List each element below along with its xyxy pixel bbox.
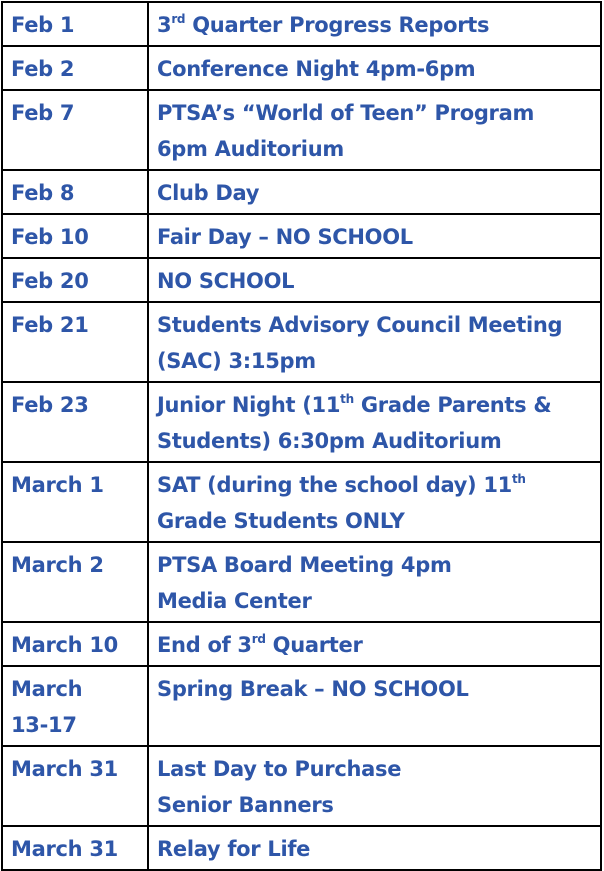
table-row [2, 826, 601, 870]
table-row [2, 542, 601, 622]
event-date: Feb 23 [11, 393, 89, 417]
ordinal-suffix: th [512, 472, 526, 486]
events-table-body [2, 2, 601, 870]
event-date-cell [2, 46, 148, 90]
event-description-line: Club Day [157, 181, 260, 205]
event-description-cell [148, 666, 601, 746]
event-description-cell [148, 826, 601, 870]
table-row [2, 666, 601, 746]
event-description-line [157, 387, 600, 423]
event-date-cell [2, 302, 148, 382]
event-date: March 31 [11, 837, 118, 861]
event-description-line: PTSA Board Meeting 4pm [157, 553, 452, 577]
table-row [2, 2, 601, 46]
event-date-cell [2, 214, 148, 258]
event-description-cell [148, 214, 601, 258]
event-text: Grade Parents & [353, 393, 552, 417]
event-description-cell [148, 542, 601, 622]
event-text: 3 [157, 13, 172, 37]
event-date-cell [2, 462, 148, 542]
event-description-cell [148, 46, 601, 90]
event-description-line: (SAC) 3:15pm [157, 349, 316, 373]
event-date-cell [2, 382, 148, 462]
event-date: March 1 [11, 473, 104, 497]
event-date: Feb 2 [11, 57, 75, 81]
table-row [2, 46, 601, 90]
event-description-line [157, 627, 600, 663]
event-text: Junior Night ( [157, 393, 312, 417]
event-description-cell [148, 746, 601, 826]
event-description-line: Conference Night 4pm-6pm [157, 57, 476, 81]
event-description-cell [148, 170, 601, 214]
event-date: March 31 [11, 757, 118, 781]
event-description-line: Last Day to Purchase [157, 757, 402, 781]
event-date: Feb 8 [11, 181, 75, 205]
event-description-line: Fair Day – NO SCHOOL [157, 225, 413, 249]
event-date-cell [2, 170, 148, 214]
table-row [2, 90, 601, 170]
event-date: Feb 7 [11, 101, 75, 125]
events-calendar-table [1, 1, 602, 871]
event-description-cell [148, 90, 601, 170]
table-row [2, 382, 601, 462]
table-row [2, 214, 601, 258]
event-text: End of [157, 633, 238, 657]
table-row [2, 302, 601, 382]
ordinal-suffix: th [340, 392, 354, 406]
table-row [2, 258, 601, 302]
event-text: 11 [311, 393, 341, 417]
event-description-line: Spring Break – NO SCHOOL [157, 677, 469, 701]
event-text: 3 [237, 633, 252, 657]
event-date-cell [2, 622, 148, 666]
event-text: 11 [483, 473, 512, 497]
event-date: Feb 10 [11, 225, 89, 249]
event-description-cell [148, 382, 601, 462]
table-row [2, 462, 601, 542]
event-description-line: Media Center [157, 589, 312, 613]
event-text: Quarter [265, 633, 363, 657]
event-description-line: Grade Students ONLY [157, 509, 405, 533]
event-date-cell [2, 90, 148, 170]
event-description-line: NO SCHOOL [157, 269, 295, 293]
event-description-line: Students) 6:30pm Auditorium [157, 429, 502, 453]
event-description-line [157, 7, 600, 43]
event-date-cell [2, 746, 148, 826]
ordinal-suffix: rd [171, 12, 186, 26]
event-description-cell [148, 302, 601, 382]
event-date: Feb 1 [11, 13, 75, 37]
event-date-cell [2, 666, 148, 746]
event-description-line [157, 467, 600, 503]
event-date: March [11, 677, 83, 701]
table-row [2, 622, 601, 666]
event-description-line: Students Advisory Council Meeting [157, 313, 563, 337]
event-description-cell [148, 462, 601, 542]
event-date-cell [2, 2, 148, 46]
event-date: Feb 20 [11, 269, 89, 293]
event-description-cell [148, 258, 601, 302]
event-text: Quarter Progress Reports [185, 13, 490, 37]
event-description-line: Relay for Life [157, 837, 311, 861]
event-date-cell [2, 826, 148, 870]
table-row [2, 746, 601, 826]
event-description-cell [148, 2, 601, 46]
event-description-cell [148, 622, 601, 666]
event-date: March 10 [11, 633, 118, 657]
event-date: 13-17 [11, 713, 77, 737]
event-description-line: 6pm Auditorium [157, 137, 344, 161]
event-date-cell [2, 258, 148, 302]
event-text: SAT (during the school day) [157, 473, 484, 497]
table-row [2, 170, 601, 214]
event-description-line: Senior Banners [157, 793, 334, 817]
event-date: Feb 21 [11, 313, 89, 337]
ordinal-suffix: rd [251, 632, 266, 646]
event-date-cell [2, 542, 148, 622]
event-date: March 2 [11, 553, 104, 577]
event-description-line: PTSA’s “World of Teen” Program [157, 101, 535, 125]
